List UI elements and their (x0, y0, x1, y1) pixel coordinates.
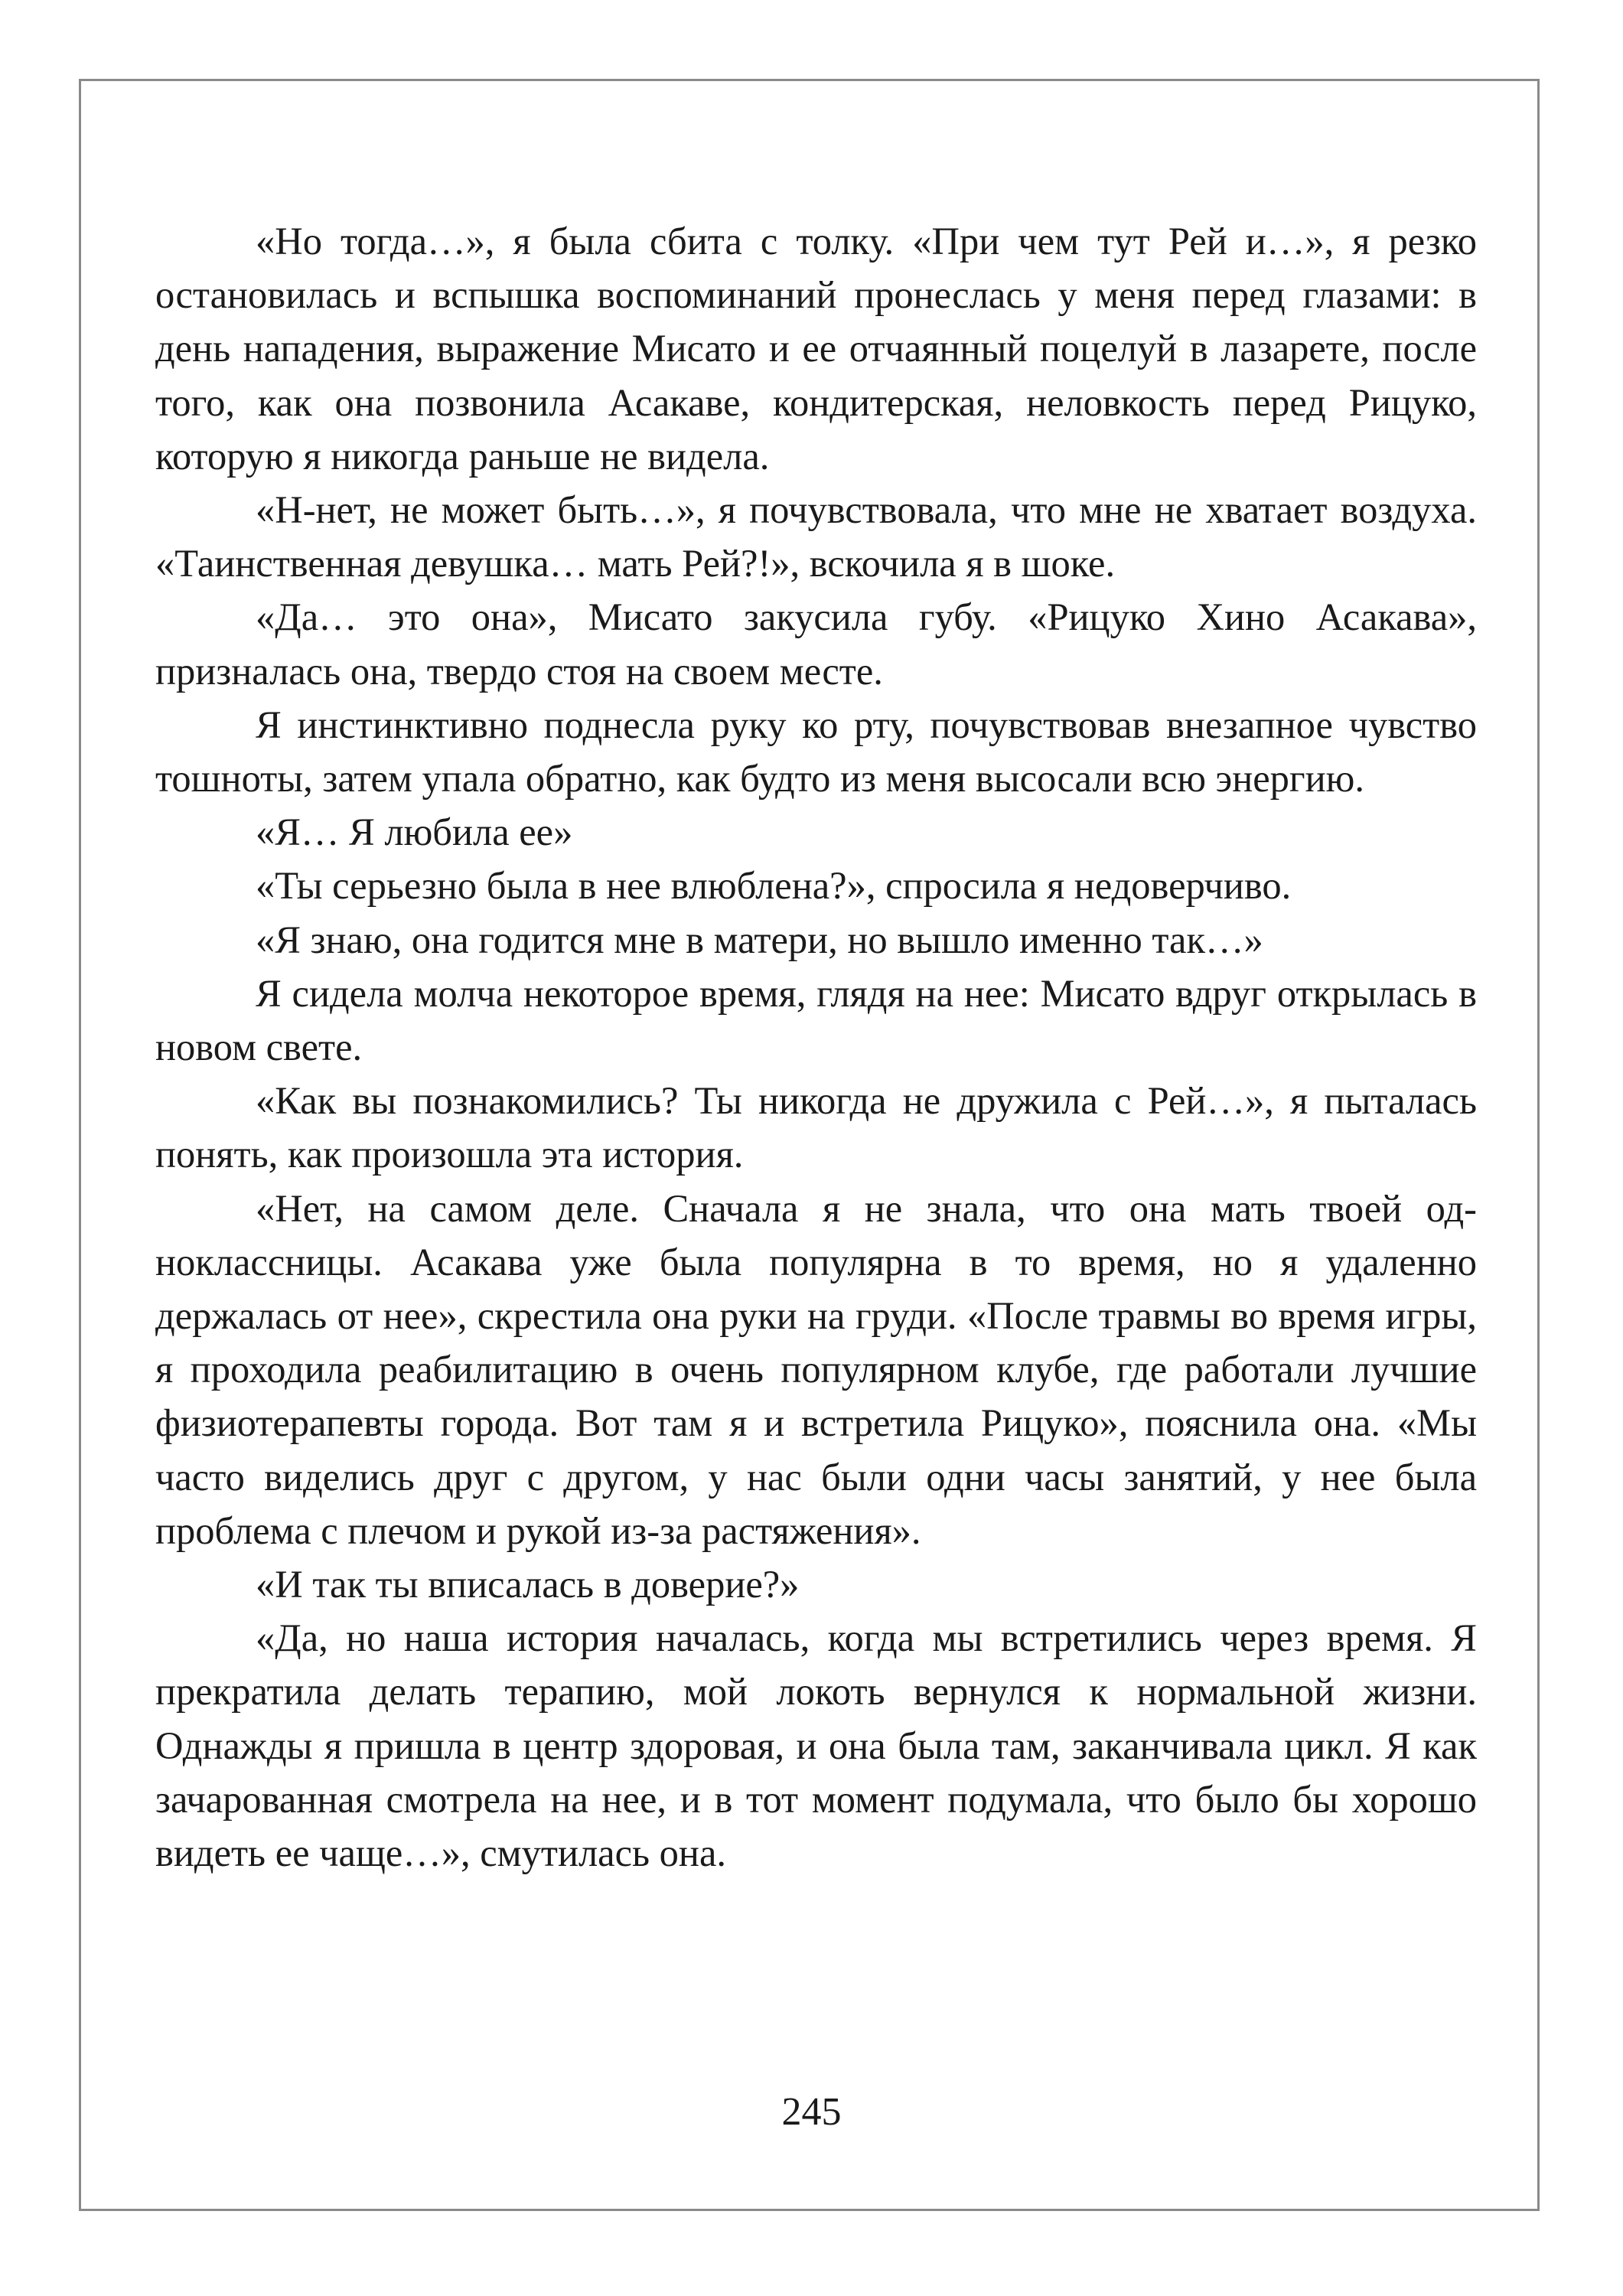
paragraph: «Я знаю, она годится мне в матери, но вышло именно так…» (256, 918, 1263, 961)
paragraph: «Да… это она», Мисато закусила губу. «Рицуко Хино Асакава», призналась она, твердо стоя на своем месте. (155, 595, 1477, 693)
paragraph: «И так ты вписалась в доверие?» (256, 1563, 800, 1606)
paragraph: «Нет, на самом деле. Сначала я не знала, что она мать твоей одноклассницы. Асакава уже была популярна в то время, но я удаленно держалась от нее», скрестила она руки на груди. «После травмы во время игры, я проходила реабилитацию в очень популярном клубе, где работали лучшие физиотерапевты города. Вот там я и встретила Рицуко», пояснила она. «Мы часто виделись друг с другом, у нас были одни часы занятий, у нее была проблема с плечом и рукой из-за растяжения». (155, 1186, 1477, 1552)
paragraph: «Ты серьезно была в нее влюблена?», спросила я недоверчиво. (256, 864, 1292, 908)
paragraph: «Н-нет, не может быть…», я почувствовала, что мне не хватает воздуха. «Таинственная девушка… мать Рей?!», вскочила я в шоке. (155, 488, 1477, 585)
page-number: 245 (781, 2090, 842, 2134)
paragraph: «Как вы познакомились? Ты никогда не дружила с Рей…», я пыталась понять, как произошла эта история. (155, 1079, 1477, 1176)
paragraph: «Я… Я любила ее» (256, 810, 573, 854)
body-text (155, 214, 1477, 1880)
paragraph: «Да, но наша история началась, когда мы встретились через время. Я прекратила делать терапию, мой локоть вернулся к нормальной жизни. Однажды я пришла в центр здоровая, и она была там, заканчивала цикл. Я как зачарованная смотрела на нее, и в тот момент подумала, что было бы хорошо видеть ее чаще…», смутилась она. (155, 1616, 1477, 1875)
paragraph: Я сидела молча некоторое время, глядя на нее: Мисато вдруг открылась в новом свете. (155, 971, 1477, 1069)
paragraph: «Но тогда…», я была сбита с толку. «При чем тут Рей и…», я резко остановилась и вспышка воспоминаний пронеслась у меня перед глазами: в день нападения, выражение Мисато и ее отчаянный поцелуй в лазарете, после того, как она позвонила Асакаве, кондитерская, неловкость перед Рицуко, которую я никогда раньше не видела. (155, 220, 1477, 478)
paragraph: Я инстинктивно поднесла руку ко рту, почувствовав внезапное чувство тошноты, затем упала обратно, как будто из меня высосали всю энергию. (155, 703, 1477, 801)
